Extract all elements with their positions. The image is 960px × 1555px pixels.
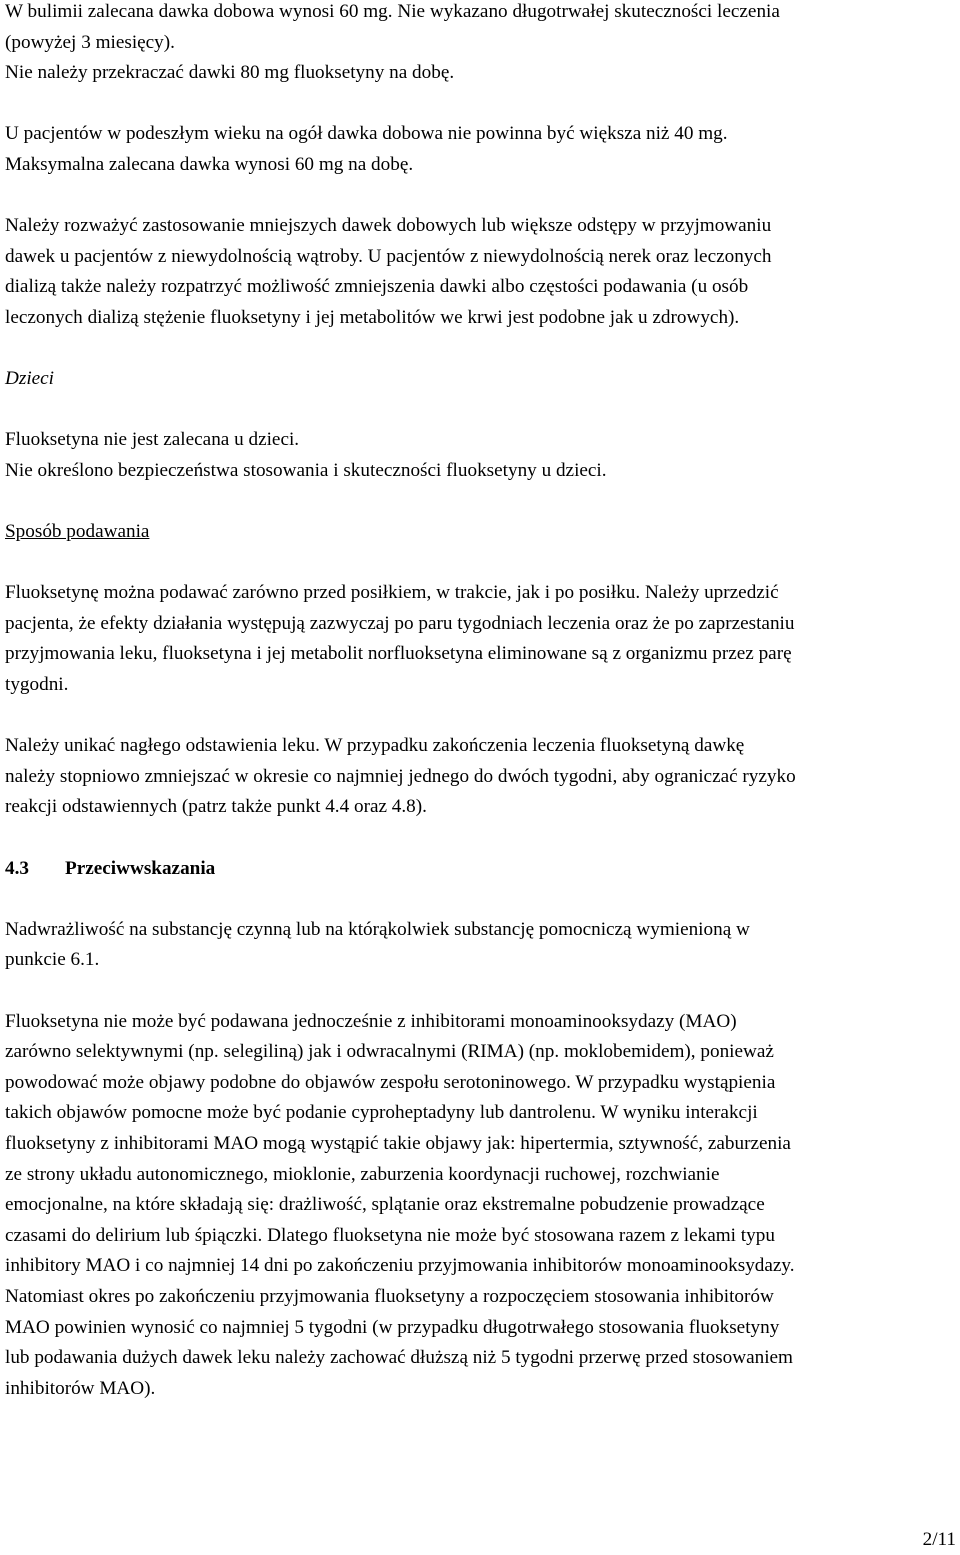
page-number: 2/11 [922,1529,956,1550]
paragraph-administration [5,578,957,700]
paragraph-mao-inhibitors [5,1007,957,1405]
text-line: powodować może objawy podobne do objawów zespołu serotoninowego. W przypadku wystąpienia [5,1071,776,1093]
text-line: zarówno selektywnymi (np. selegiliną) jak i odwracalnymi (RIMA) (np. moklobemidem), ponieważ [5,1041,774,1063]
paragraph-withdrawal [5,731,957,823]
text-line: punkcie 6.1. [5,949,100,971]
subheading-administration [5,517,957,548]
text-line: dawek u pacjentów z niewydolnością wątroby. U pacjentów z niewydolnością nerek oraz leczonych [5,245,772,267]
section-title: Przeciwwskazania [65,857,216,879]
text-line: tygodni. [5,674,69,696]
subheading-text: Sposób podawania [5,521,150,543]
text-line: emocjonalne, na które składają się: drażliwość, splątanie oraz ekstremalne pobudzenie prowadzące [5,1194,765,1216]
text-line: (powyżej 3 miesięcy). [5,31,175,53]
text-line: reakcji odstawiennych (patrz także punkt 4.4 oraz 4.8). [5,796,427,818]
subheading-children [5,364,957,395]
text-line: lub podawania dużych dawek leku należy zachować dłuższą niż 5 tygodni przerwę przed stosowaniem [5,1347,793,1369]
text-line: Nadwrażliwość na substancję czynną lub na którąkolwiek substancję pomocniczą wymienioną w [5,918,750,940]
text-line: Nie należy przekraczać dawki 80 mg fluoksetyny na dobę. [5,62,455,84]
text-line: leczonych dializą stężenie fluoksetyny i jej metabolitów we krwi jest podobne jak u zdrowych). [5,306,740,328]
text-line: W bulimii zalecana dawka dobowa wynosi 60 mg. Nie wykazano długotrwałej skuteczności leczenia [5,1,780,22]
text-line: Fluoksetyna nie jest zalecana u dzieci. [5,429,300,451]
text-line: U pacjentów w podeszłym wieku na ogół dawka dobowa nie powinna być większa niż 40 mg. [5,123,728,145]
text-line: takich objawów pomocne może być podanie cyproheptadyny lub dantrolenu. W wyniku interakcji [5,1102,758,1124]
paragraph-children [5,425,957,486]
text-line: Należy rozważyć zastosowanie mniejszych dawek dobowych lub większe odstępy w przyjmowaniu [5,215,772,237]
text-line: ze strony układu autonomicznego, mioklonie, zaburzenia koordynacji ruchowej, rozchwianie [5,1163,720,1185]
paragraph-hypersensitivity [5,915,957,976]
text-line: przyjmowania leku, fluoksetyna i jej metabolit norfluoksetyna eliminowane są z organizmu przez parę [5,643,792,665]
text-line: należy stopniowo zmniejszać w okresie co najmniej jednego do dwóch tygodni, aby ograniczać ryzyko [5,765,796,787]
text-line: czasami do delirium lub śpiączki. Dlatego fluoksetyna nie może być stosowana razem z lekami typu [5,1224,775,1246]
subheading-text: Dzieci [5,368,55,390]
text-line: fluoksetyny z inhibitorami MAO mogą wystąpić takie objawy jak: hipertermia, sztywność, zaburzenia [5,1132,791,1154]
text-line: Natomiast okres po zakończeniu przyjmowania fluoksetyny a rozpoczęciem stosowania inhibitorów [5,1285,774,1307]
paragraph-elderly-dose [5,119,957,180]
text-line: Fluoksetynę można podawać zarówno przed posiłkiem, w trakcie, jak i po posiłku. Należy uprzedzić [5,582,779,604]
text-line: Maksymalna zalecana dawka wynosi 60 mg na dobę. [5,153,414,175]
text-line: dializą także należy rozpatrzyć możliwość zmniejszenia dawki albo częstości podawania (u osób [5,276,749,298]
section-heading-contraindications [5,854,957,885]
text-line: Należy unikać nagłego odstawienia leku. W przypadku zakończenia leczenia fluoksetyną dawkę [5,735,745,757]
paragraph-hepatic-renal [5,211,957,333]
document-page [5,0,957,1435]
paragraph-bulimia-dose [5,0,957,89]
section-number: 4.3 [5,857,29,879]
text-line: inhibitorów MAO). [5,1377,156,1399]
text-line: inhibitory MAO i co najmniej 14 dni po zakończeniu przyjmowania inhibitorów monoaminooksydazy. [5,1255,795,1277]
text-line: pacjenta, że efekty działania występują zazwyczaj po paru tygodniach leczenia oraz że po zaprzestaniu [5,612,795,634]
text-line: Fluoksetyna nie może być podawana jednocześnie z inhibitorami monoaminooksydazy (MAO) [5,1010,737,1032]
text-line: Nie określono bezpieczeństwa stosowania i skuteczności fluoksetyny u dzieci. [5,459,607,481]
text-line: MAO powinien wynosić co najmniej 5 tygodni (w przypadku długotrwałego stosowania fluoksetyny [5,1316,780,1338]
